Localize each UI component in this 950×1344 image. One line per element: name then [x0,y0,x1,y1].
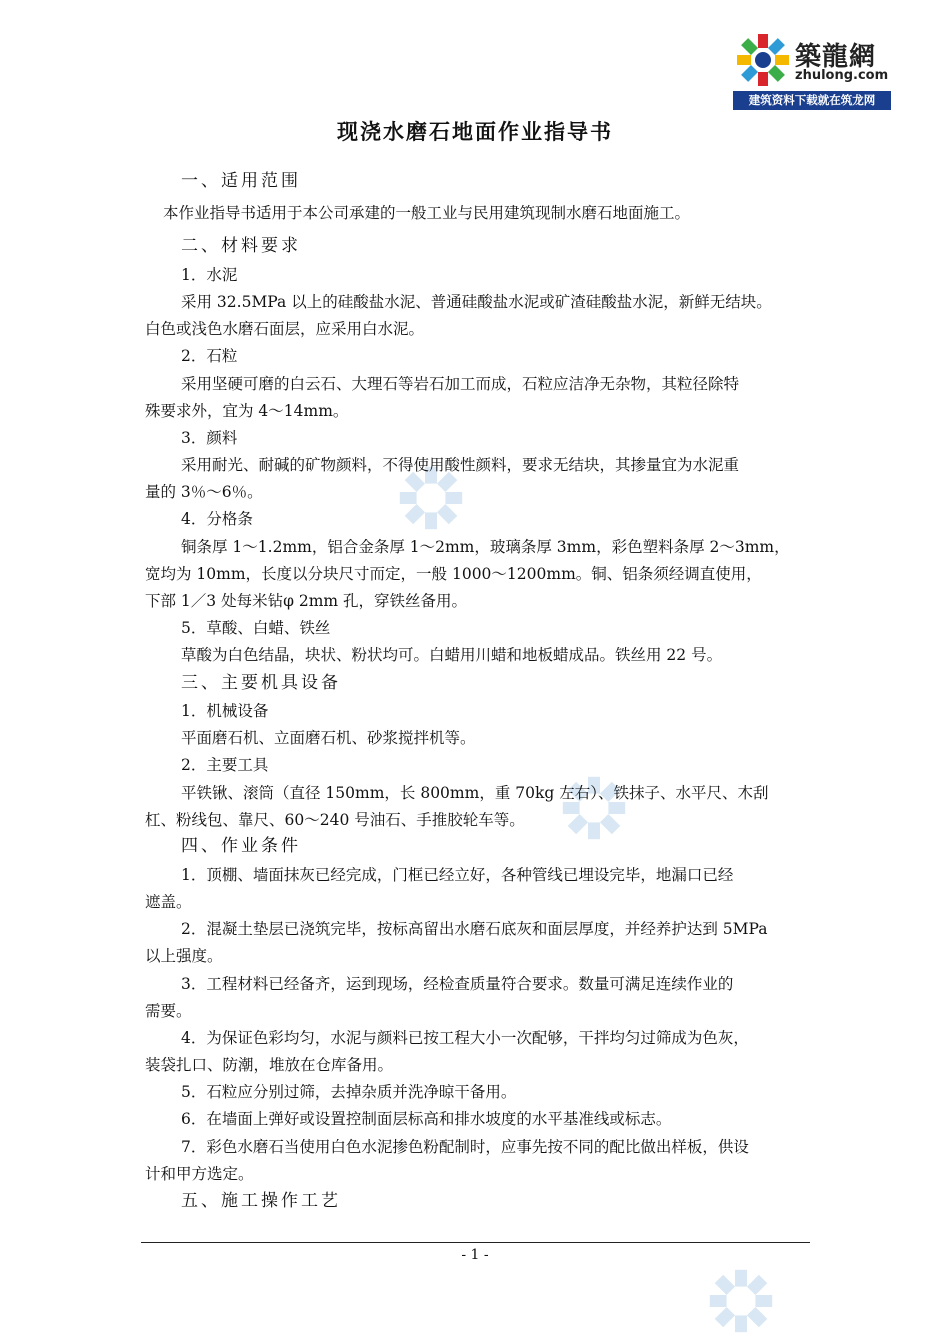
page-number: - 1 - [461,1247,489,1263]
body-line: 铜条厚 1～1.2mm，铝合金条厚 1～2mm，玻璃条厚 3mm，彩色塑料条厚 2～3mm， [181,538,790,556]
body-line: 平面磨石机、立面磨石机、砂浆搅拌机等。 [181,729,476,747]
body-line: 草酸为白色结晶，块状、粉状均可。白蜡用川蜡和地板蜡成品。铁丝用 22 号。 [181,646,723,664]
body-line: 以上强度。 [145,947,223,965]
subheading: 4．分格条 [181,510,253,528]
subheading: 1．机械设备 [181,702,269,720]
footer-divider [141,1242,810,1243]
body-line: 装袋扎口、防潮，堆放在仓库备用。 [145,1056,394,1074]
logo-banner: 建筑资料下载就在筑龙网 [733,91,891,110]
body-line: 采用 32.5MPa 以上的硅酸盐水泥、普通硅酸盐水泥或矿渣硅酸盐水泥，新鲜无结块。 [181,293,772,311]
body-line: 4．为保证色彩均匀，水泥与颜料已按工程大小一次配够，干拌均匀过筛成为色灰， [181,1029,749,1047]
body-line: 量的 3％～6％。 [145,483,263,501]
body-line: 2．混凝土垫层已浇筑完毕，按标高留出水磨石底灰和面层厚度，并经养护达到 5MPa [181,920,768,938]
subheading: 5．草酸、白蜡、铁丝 [181,619,331,637]
section-heading: 一、适用范围 [181,171,301,191]
body-line: 7．彩色水磨石当使用白色水泥掺色粉配制时，应事先按不同的配比做出样板，供设 [181,1138,749,1156]
section-heading: 五、施工操作工艺 [181,1191,341,1211]
zhulong-logo [733,30,891,112]
body-line: 需要。 [145,1002,192,1020]
logo-top [733,30,891,90]
subheading: 1．水泥 [181,266,238,284]
body-line: 3．工程材料已经备齐，运到现场，经检查质量符合要求。数量可满足连续作业的 [181,975,734,993]
body-line: 计和甲方选定。 [145,1165,254,1183]
section-heading: 二、材料要求 [181,236,301,256]
body-line: 本作业指导书适用于本公司承建的一般工业与民用建筑现制水磨石地面施工。 [163,204,691,222]
logo-domain: zhulong.com [795,68,889,83]
body-line: 杠、粉线包、靠尺、60～240 号油石、手推胶轮车等。 [145,811,525,829]
body-line: 白色或浅色水磨石面层，应采用白水泥。 [145,320,425,338]
body-line: 遮盖。 [145,893,192,911]
body-line: 1．顶棚、墙面抹灰已经完成，门框已经立好，各种管线已埋设完毕，地漏口已经 [181,866,734,884]
body-line: 下部 1／3 处每米钻φ 2mm 孔，穿铁丝备用。 [145,592,468,610]
section-heading: 三、主要机具设备 [181,673,341,693]
logo-chinese-name: 築龍網 [795,42,877,72]
subheading: 2．石粒 [181,347,238,365]
subheading: 2．主要工具 [181,756,269,774]
body-line: 5．石粒应分别过筛，去掉杂质并洗净晾干备用。 [181,1083,517,1101]
logo-snowflake-icon [733,30,793,90]
subheading: 3．颜料 [181,429,238,447]
body-line: 平铁锹、滚筒（直径 150mm，长 800mm，重 70kg 左右）、铁抹子、水平尺、木刮 [181,784,769,802]
body-line: 殊要求外，宜为 4～14mm。 [145,402,349,420]
document-title: 现浇水磨石地面作业指导书 [337,119,613,144]
body-line: 采用坚硬可磨的白云石、大理石等岩石加工而成，石粒应洁净无杂物，其粒径除特 [181,375,740,393]
body-line: 6．在墙面上弹好或设置控制面层标高和排水坡度的水平基准线或标志。 [181,1110,672,1128]
body-line: 宽均为 10mm，长度以分块尺寸而定，一般 1000～1200mm。铜、铝条须经调直使用， [145,565,762,583]
body-line: 采用耐光、耐碱的矿物颜料，不得使用酸性颜料，要求无结块，其掺量宜为水泥重 [181,456,740,474]
section-heading: 四、作业条件 [181,836,301,856]
watermark-icon [705,1265,777,1337]
